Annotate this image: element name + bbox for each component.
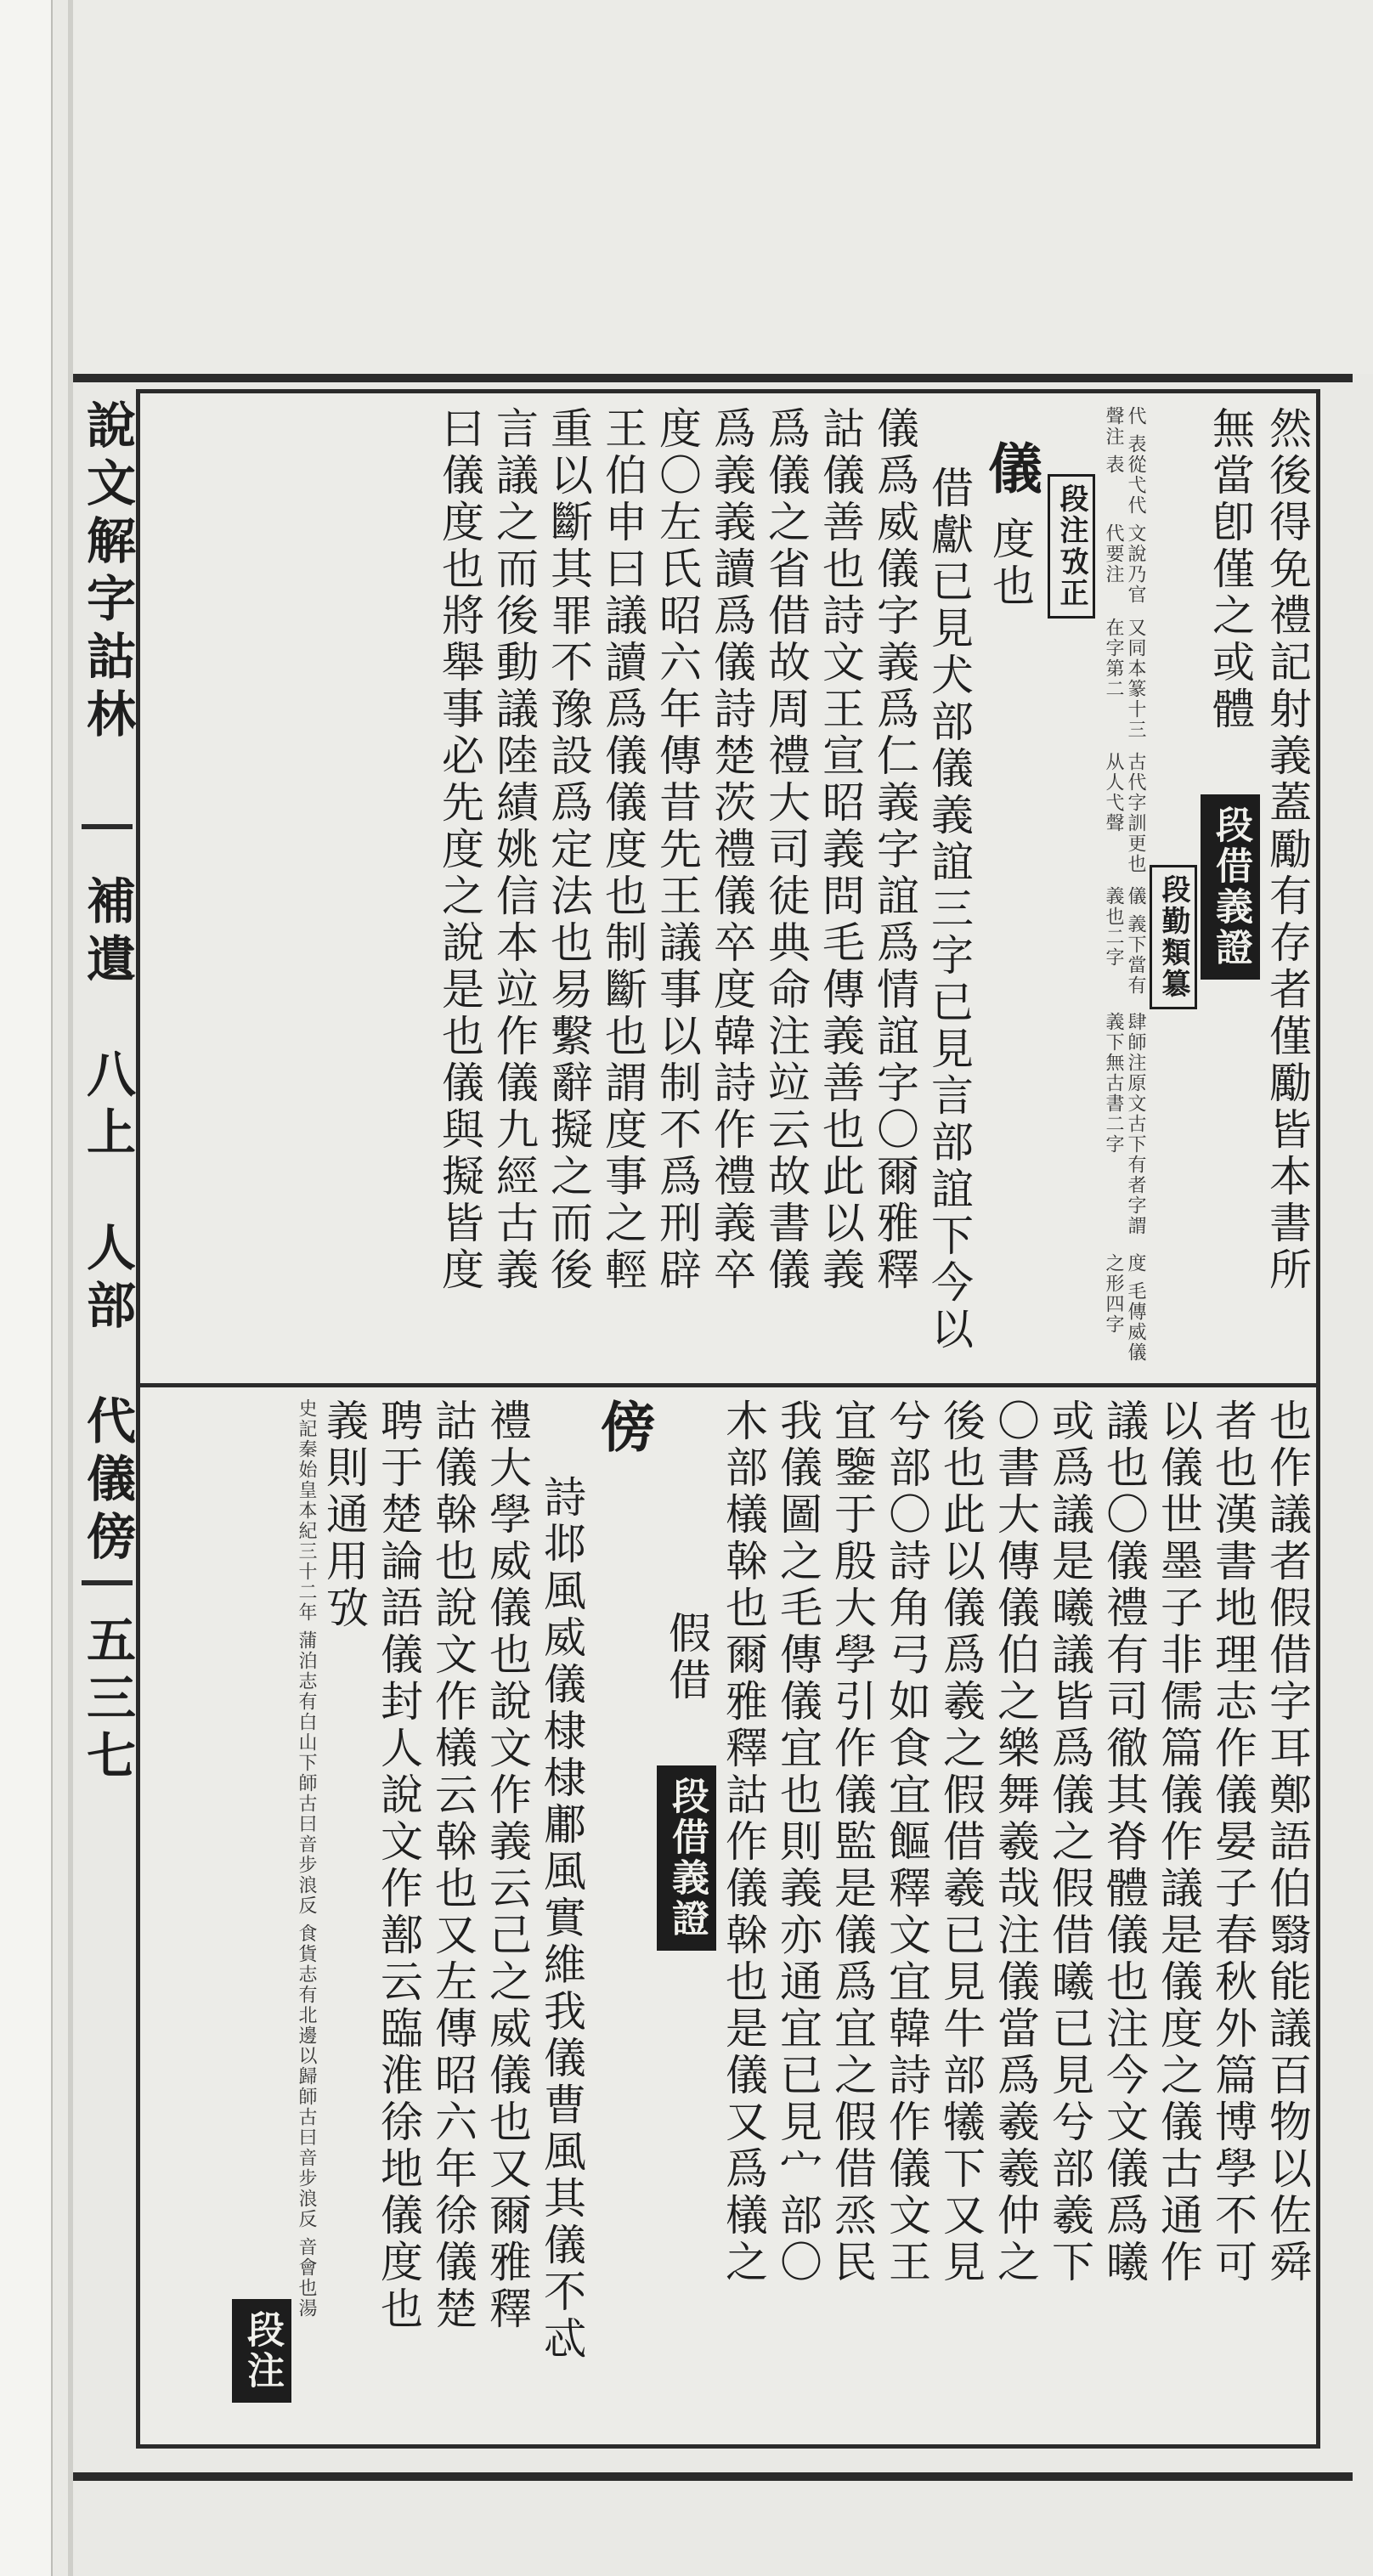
upper-register bbox=[146, 406, 1314, 1379]
text-column: 曰儀度也將舉事必先度之說是也儀與擬皆度 bbox=[435, 406, 484, 1294]
text-column: 宜鑒于殷大學引作儀監是儀爲宜之假借烝民 bbox=[828, 1398, 877, 2286]
text-column: 儀爲威儀字義爲仁義字誼爲情誼字〇爾雅釋 bbox=[870, 406, 919, 1294]
headword-gloss: 度也 bbox=[986, 516, 1035, 610]
text-column: 聘于楚論語儀封人說文作鄯云臨淮徐地儀度也 bbox=[374, 1398, 423, 2333]
text-column: 兮部〇詩角弓如食宜饇釋文宜韓詩作儀文王 bbox=[882, 1398, 931, 2286]
lower-register bbox=[146, 1398, 1314, 2443]
text-column bbox=[589, 1398, 657, 2443]
text-column bbox=[657, 1398, 716, 2443]
text-column: 詁儀善也詩文王宣昭義問毛傳義善也此以義 bbox=[816, 406, 865, 1294]
text-column bbox=[976, 406, 1044, 1379]
annotation-note: 儀 義下當有義也二字 bbox=[1103, 885, 1146, 996]
notes-group bbox=[1099, 406, 1146, 1379]
text-column: 木部檥榦也爾雅釋詁作儀榦也是儀又爲檥之 bbox=[719, 1398, 768, 2286]
section-label: 補遺 八上 人部 代儀傍 bbox=[78, 875, 136, 1568]
book-binding-edge bbox=[0, 0, 53, 2576]
annotation-note: 代 表從弋代聲注 表 bbox=[1103, 406, 1146, 516]
text-column: 詩邶風威儀棣棣鄘風實維我儀曹風其儀不忒 bbox=[537, 1475, 586, 2363]
text-column bbox=[232, 1398, 291, 2443]
text-column: 爲儀之省借故周禮大司徒典命注竝云故書儀 bbox=[761, 406, 811, 1294]
section-stamp: 段注攷正 bbox=[1048, 474, 1095, 619]
text-column: 也作議者假借字耳鄭語伯翳能議百物以佐舜 bbox=[1263, 1398, 1312, 2286]
text-column bbox=[317, 1398, 371, 2443]
text-column: 後也此以儀爲羲之假借羲已見牛部犧下又見 bbox=[936, 1398, 986, 2286]
annotation-note: 又同本篆十三在字第二 bbox=[1103, 617, 1146, 740]
notes-group bbox=[291, 1398, 317, 2443]
annotation-note: 古代字訓更也从人弋聲 bbox=[1103, 751, 1146, 874]
text-phrase: 無當卽僅之或體 bbox=[1206, 406, 1255, 733]
text-column: 言議之而後動議陸績姚信本竝作儀九經古義 bbox=[489, 406, 539, 1294]
headword: 傍 bbox=[591, 1398, 655, 1457]
register-divider bbox=[136, 1383, 1320, 1387]
section-stamp: 段注 bbox=[232, 2299, 291, 2403]
annotation-note: 史記秦始皇本紀三十二年 蒲泊志有白山下師古曰音步 bbox=[296, 1398, 317, 1875]
text-column: 度〇左氏昭六年傳昔先王議事以制不爲刑辟 bbox=[653, 406, 702, 1294]
text-phrase: 假借 bbox=[662, 1611, 711, 1704]
text-phrase: 義則通用攷 bbox=[319, 1398, 369, 1632]
text-column: 或爲議是曦議皆爲儀之假借曦已見兮部羲下 bbox=[1045, 1398, 1094, 2286]
text-column: 借獻已見犬部儀義誼三字已見言部誼下今以 bbox=[924, 466, 974, 1353]
text-column bbox=[1201, 406, 1260, 1379]
text-column: 我儀圖之毛傳儀宜也則義亦通宜已見宀部〇 bbox=[773, 1398, 822, 2286]
side-title-column bbox=[78, 399, 136, 2447]
text-column: 以儀世墨子非儒篇儀作議是儀度之儀古通作 bbox=[1154, 1398, 1203, 2286]
text-column bbox=[1044, 406, 1099, 1379]
text-column: 爲義義讀爲儀詩楚茨禮儀卒度韓詩作禮義卒 bbox=[707, 406, 756, 1294]
side-rule bbox=[82, 1580, 133, 1585]
annotation-note: 文說乃官代要注 bbox=[1103, 523, 1146, 606]
annotation-note: 浪反 食貨志有北邊以歸師古曰音步浪反 音會也湯 bbox=[296, 1875, 317, 2319]
book-title: 說文解字詁林 bbox=[78, 399, 136, 746]
page-number: 五三七 bbox=[78, 1614, 136, 1788]
section-stamp: 段勤類簒 bbox=[1150, 865, 1197, 1009]
section-stamp: 段借義證 bbox=[1201, 794, 1260, 980]
blank-upper-margin bbox=[73, 0, 1373, 374]
text-column bbox=[1146, 406, 1201, 1379]
side-rule bbox=[82, 824, 133, 829]
text-column: 詁儀榦也說文作檥云榦也又左傳昭六年徐儀楚 bbox=[428, 1398, 477, 2333]
headword: 儀 bbox=[979, 440, 1042, 499]
section-stamp: 段借義證 bbox=[657, 1765, 716, 1951]
annotation-note: 肆師注原文古下有者字謂義下無古書二字 bbox=[1103, 1011, 1146, 1236]
annotation-note: 度 毛傳威儀之形四字 bbox=[1103, 1252, 1146, 1363]
text-column: 然後得免禮記射義蓋勵有存者僅勵皆本書所 bbox=[1263, 406, 1312, 1294]
text-column: 議也〇儀禮有司徹其脊體儀也注今文儀爲曦 bbox=[1099, 1398, 1149, 2286]
text-column: 者也漢書地理志作儀晏子春秋外篇博學不可 bbox=[1208, 1398, 1257, 2286]
text-column: 王伯申曰議讀爲儀儀度也制斷也謂度事之輕 bbox=[598, 406, 647, 1294]
text-column: 禮大學威儀也說文作義云己之威儀也又爾雅釋 bbox=[483, 1398, 532, 2333]
text-column: 重以斷其罪不豫設爲定法也易繫辭擬之而後 bbox=[544, 406, 593, 1294]
text-column: 〇書大傳儀伯之樂舞羲哉注儀當爲羲羲仲之 bbox=[991, 1398, 1040, 2286]
